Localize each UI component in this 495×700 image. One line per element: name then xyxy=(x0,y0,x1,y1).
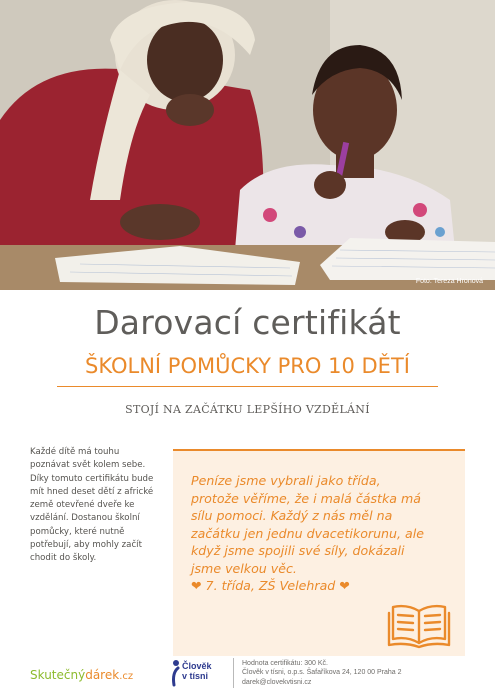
description-line: mít hned deset dětí z africké xyxy=(30,486,154,497)
description-line: pomůcky, které nutně xyxy=(30,526,125,537)
dedication-line: sílu pomoci. Každý z nás měl na xyxy=(191,508,393,523)
description-line: země otevřené dveře ke xyxy=(30,500,135,511)
hero-photo xyxy=(0,0,495,290)
brand-word-2: dárek xyxy=(85,668,120,682)
org-name xyxy=(182,661,212,681)
classroom-illustration xyxy=(0,0,495,290)
brand-suffix: .cz xyxy=(119,671,134,682)
clovek-v-tisni-logo xyxy=(170,659,232,689)
subtitle-divider xyxy=(57,386,438,387)
org-name-line: Člověk xyxy=(182,661,212,671)
dedication-line: protože věříme, že i malá částka má xyxy=(191,490,421,506)
certificate-value: Hodnota certifikátu: 300 Kč. xyxy=(242,660,328,667)
dedication-line: Peníze jsme vybrali jako třída, xyxy=(191,473,381,488)
certificate-subtitle: ŠKOLNÍ POMŮCKY PRO 10 DĚTÍ xyxy=(85,354,410,378)
description-line: Každé dítě má touhu xyxy=(30,447,120,457)
description-line: chodit do školy. xyxy=(30,553,97,564)
dedication-text xyxy=(191,472,453,595)
footer-divider xyxy=(233,658,234,688)
certificate-tagline: STOJÍ NA ZAČÁTKU LEPŠÍHO VZDĚLÁNÍ xyxy=(125,403,370,416)
dedication-line: začátku jen jednu dvacetikorunu, ale xyxy=(191,525,424,541)
description-text xyxy=(30,446,158,566)
dedication-top-rule xyxy=(173,449,465,451)
dedication-line: když jsme spojili své síly, dokázali xyxy=(191,543,405,558)
org-address: Člověk v tísni, o.p.s. Šafaříkova 24, 120 00 Praha 2 xyxy=(242,669,402,677)
dedication-box xyxy=(173,449,465,656)
description-line: potřebují, aby mohly začít xyxy=(30,540,142,551)
skutecny-darek-logo xyxy=(30,668,133,682)
dedication-signature: ❤ 7. třída, ZŠ Velehrad ❤ xyxy=(191,578,350,593)
photo-credit: Foto: Tereza Hronová xyxy=(415,278,483,285)
open-book-icon xyxy=(387,601,451,649)
brand-word-1: Skutečný xyxy=(30,668,86,682)
dedication-line: jsme velkou věc. xyxy=(191,560,297,576)
certificate-title: Darovací certifikát xyxy=(94,303,401,342)
footer-info xyxy=(242,659,402,687)
description-line: Díky tomuto certifikátu bude xyxy=(30,473,154,484)
contact-email: darek@clovekvtisni.cz xyxy=(242,678,312,686)
description-line: poznávat svět kolem sebe. xyxy=(30,460,146,471)
description-line: vzdělání. Dostanou školní xyxy=(30,513,140,524)
org-name-line: v tísni xyxy=(182,671,209,681)
